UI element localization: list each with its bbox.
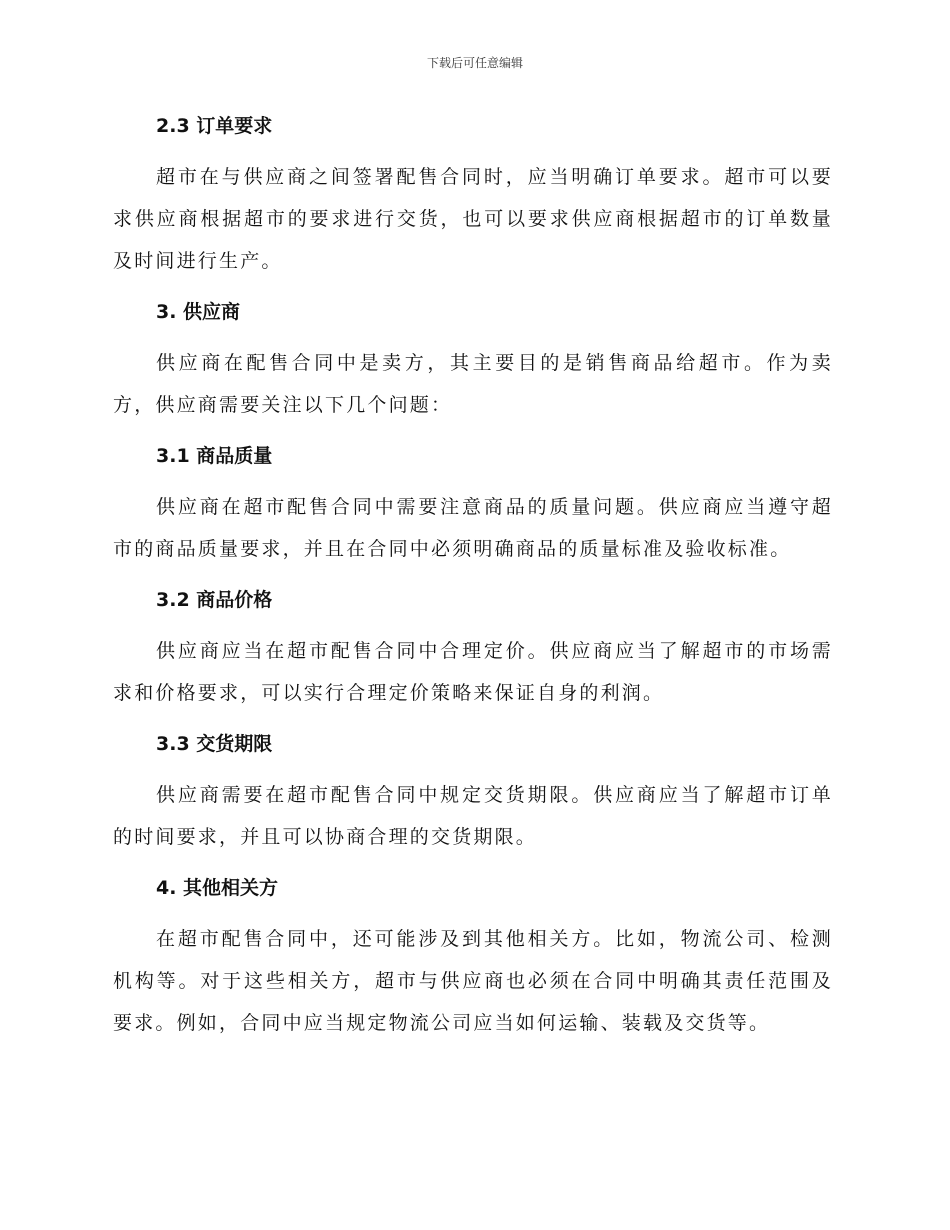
- paragraph-supplier: 供应商在配售合同中是卖方，其主要目的是销售商品给超市。作为卖方，供应商需要关注以下几个问题：: [113, 352, 833, 416]
- paragraph-product-quality: 供应商在超市配售合同中需要注意商品的质量问题。供应商应当遵守超市的商品质量要求，并且在合同中必须明确商品的质量标准及验收标准。: [113, 496, 833, 560]
- paragraph-order-requirements: 超市在与供应商之间签署配售合同时，应当明确订单要求。超市可以要求供应商根据超市的要求进行交货，也可以要求供应商根据超市的订单数量及时间进行生产。: [113, 166, 833, 272]
- page-header: 下载后可任意编辑: [426, 56, 523, 70]
- section-heading-3-3: 3.3 交货期限: [156, 733, 273, 755]
- section-heading-3-2: 3.2 商品价格: [156, 589, 273, 611]
- paragraph-product-price: 供应商应当在超市配售合同中合理定价。供应商应当了解超市的市场需求和价格要求，可以实行合理定价策略来保证自身的利润。: [113, 640, 833, 704]
- section-heading-2-3: 2.3 订单要求: [156, 115, 273, 137]
- section-heading-4: 4. 其他相关方: [156, 877, 279, 899]
- paragraph-other-parties: 在超市配售合同中，还可能涉及到其他相关方。比如，物流公司、检测机构等。对于这些相关方，超市与供应商也必须在合同中明确其责任范围及要求。例如，合同中应当规定物流公司应当如何运输、装载及交货等。: [113, 928, 833, 1034]
- section-heading-3: 3. 供应商: [156, 301, 241, 323]
- section-heading-3-1: 3.1 商品质量: [156, 445, 273, 467]
- paragraph-delivery-deadline: 供应商需要在超市配售合同中规定交货期限。供应商应当了解超市订单的时间要求，并且可以协商合理的交货期限。: [113, 784, 833, 848]
- document-body: [113, 108, 833, 1056]
